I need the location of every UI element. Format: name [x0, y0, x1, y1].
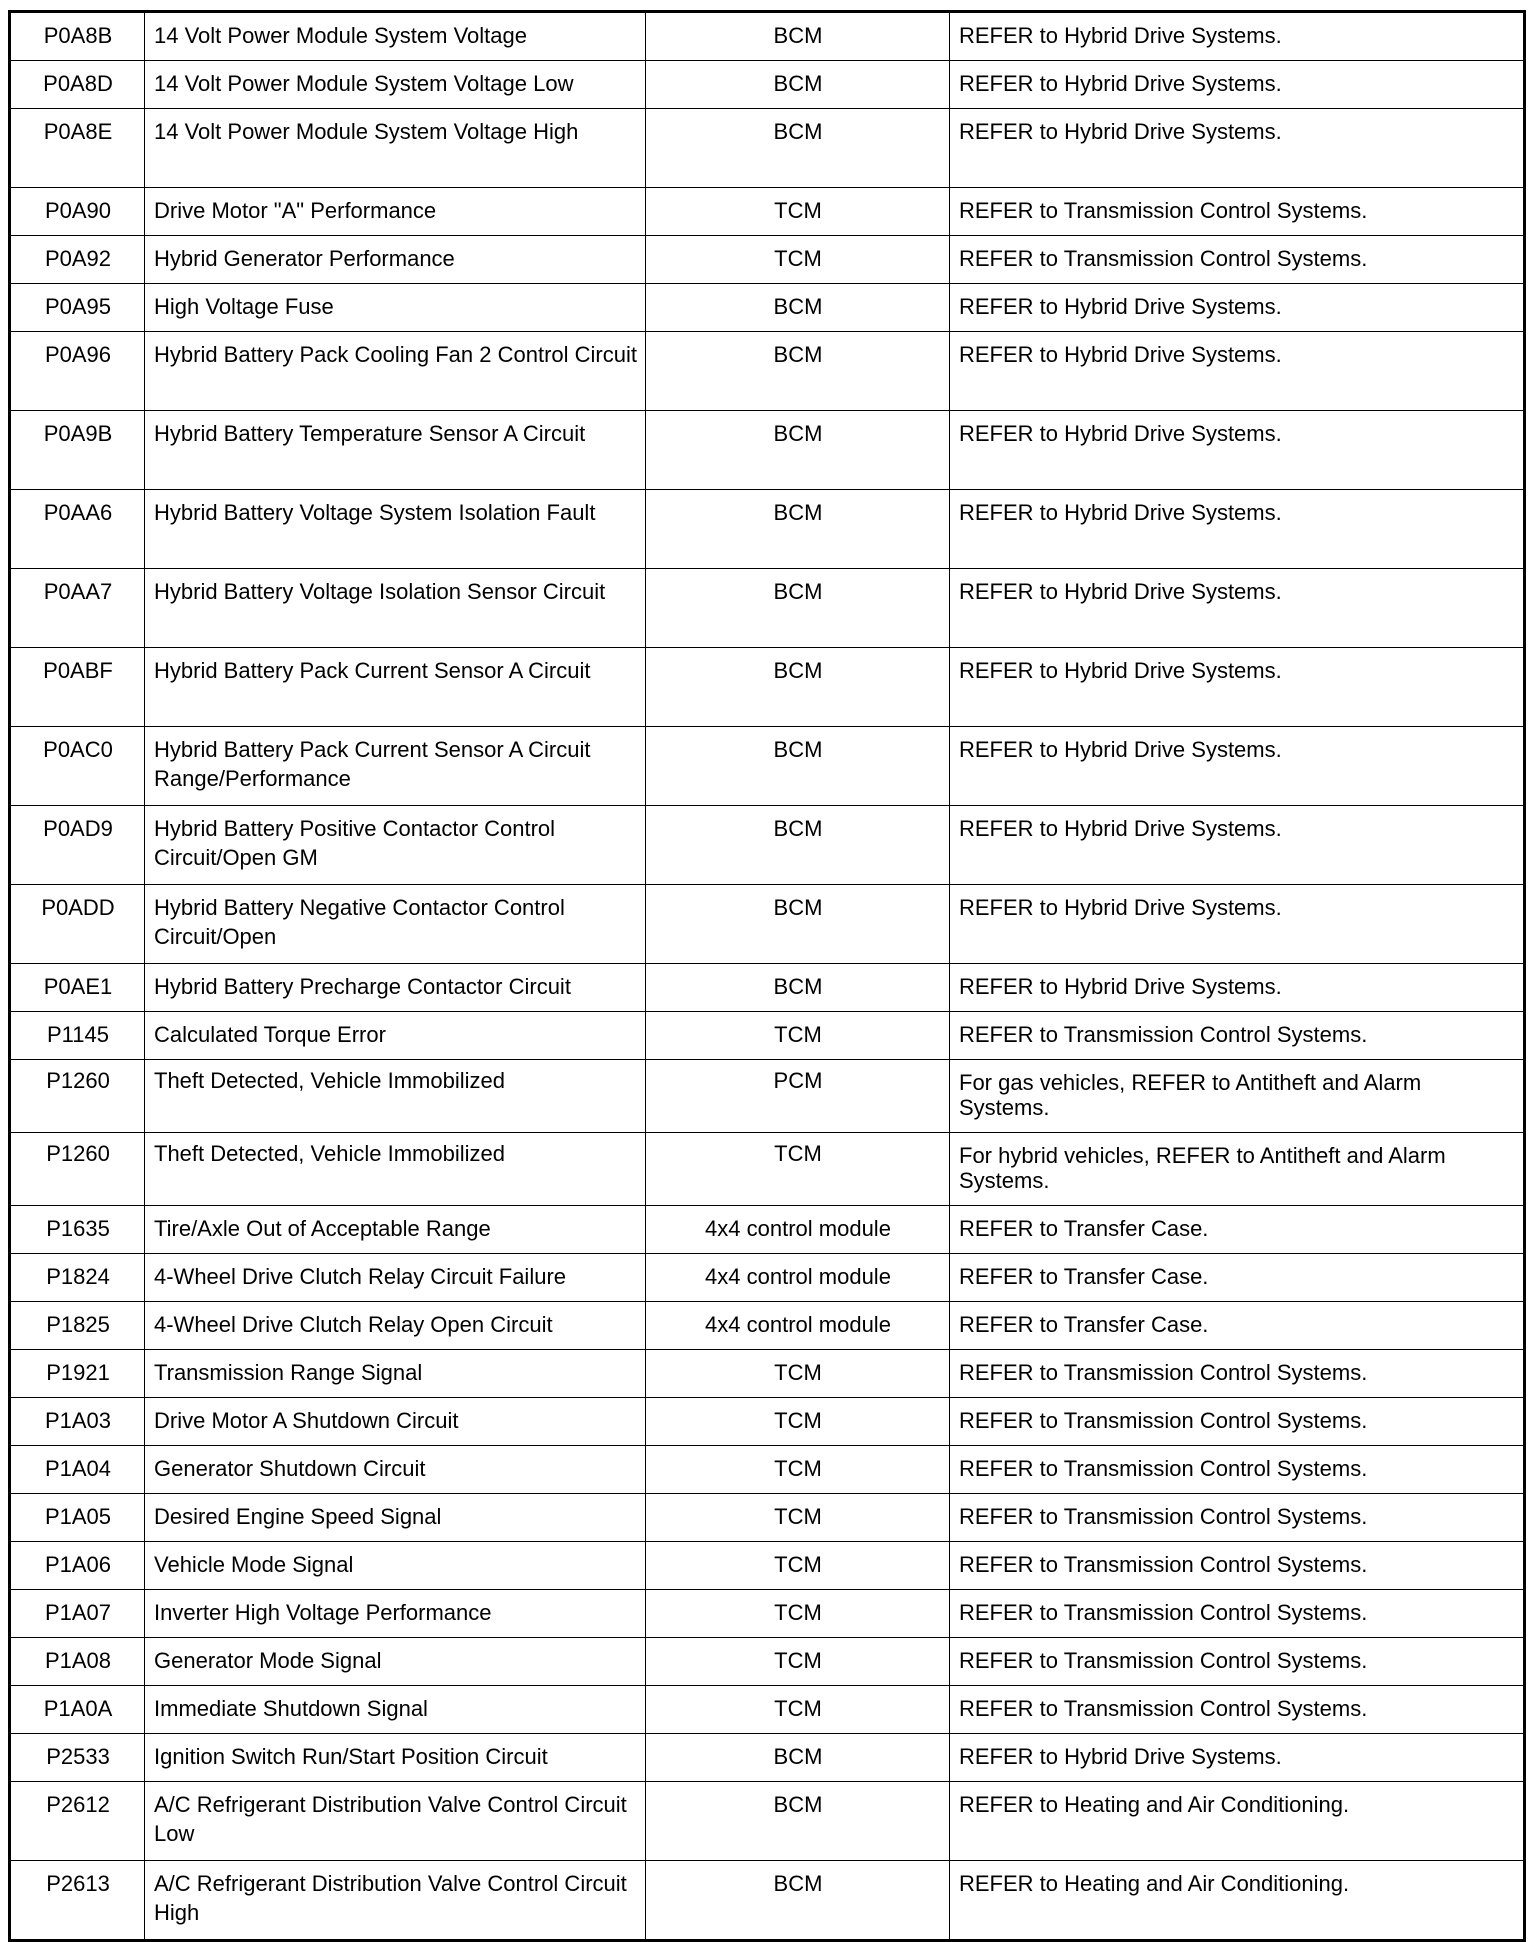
- table-row: [10, 284, 1525, 332]
- action-cell: REFER to Transmission Control Systems.: [950, 1494, 1525, 1542]
- description-cell: Generator Mode Signal: [145, 1638, 646, 1686]
- dtc-code-cell: P0A96: [10, 332, 145, 411]
- module-cell: TCM: [646, 1590, 950, 1638]
- module-cell: BCM: [646, 885, 950, 964]
- dtc-code-cell: P0A95: [10, 284, 145, 332]
- table-row: [10, 1133, 1525, 1206]
- description-cell: Tire/Axle Out of Acceptable Range: [145, 1206, 646, 1254]
- description-cell: Hybrid Battery Positive Contactor Control Circuit/Open GM: [145, 806, 646, 885]
- action-cell: REFER to Hybrid Drive Systems.: [950, 61, 1525, 109]
- action-cell: For hybrid vehicles, REFER to Antitheft and Alarm Systems.: [950, 1133, 1525, 1206]
- module-cell: BCM: [646, 1734, 950, 1782]
- module-cell: BCM: [646, 727, 950, 806]
- description-cell: Hybrid Battery Precharge Contactor Circuit: [145, 964, 646, 1012]
- table-row: [10, 569, 1525, 648]
- table-row: [10, 1542, 1525, 1590]
- table-row: [10, 1638, 1525, 1686]
- description-cell: Generator Shutdown Circuit: [145, 1446, 646, 1494]
- dtc-table: [8, 10, 1526, 1942]
- dtc-code-cell: P0ABF: [10, 648, 145, 727]
- module-cell: TCM: [646, 188, 950, 236]
- description-cell: Inverter High Voltage Performance: [145, 1590, 646, 1638]
- module-cell: TCM: [646, 1350, 950, 1398]
- description-cell: 14 Volt Power Module System Voltage High: [145, 109, 646, 188]
- action-cell: REFER to Transmission Control Systems.: [950, 188, 1525, 236]
- action-cell: REFER to Hybrid Drive Systems.: [950, 885, 1525, 964]
- table-row: [10, 1590, 1525, 1638]
- action-cell: REFER to Transfer Case.: [950, 1302, 1525, 1350]
- action-cell: REFER to Transmission Control Systems.: [950, 1638, 1525, 1686]
- module-cell: TCM: [646, 1638, 950, 1686]
- action-cell: REFER to Hybrid Drive Systems.: [950, 411, 1525, 490]
- description-cell: High Voltage Fuse: [145, 284, 646, 332]
- module-cell: BCM: [646, 12, 950, 61]
- action-cell: REFER to Hybrid Drive Systems.: [950, 490, 1525, 569]
- module-cell: TCM: [646, 1012, 950, 1060]
- description-cell: Hybrid Battery Pack Cooling Fan 2 Control Circuit: [145, 332, 646, 411]
- table-row: [10, 885, 1525, 964]
- description-cell: Calculated Torque Error: [145, 1012, 646, 1060]
- description-cell: Hybrid Battery Voltage System Isolation Fault: [145, 490, 646, 569]
- table-row: [10, 188, 1525, 236]
- dtc-code-cell: P1A0A: [10, 1686, 145, 1734]
- description-cell: Drive Motor "A" Performance: [145, 188, 646, 236]
- dtc-code-cell: P1825: [10, 1302, 145, 1350]
- table-row: [10, 1861, 1525, 1941]
- table-row: [10, 1060, 1525, 1133]
- description-cell: 14 Volt Power Module System Voltage Low: [145, 61, 646, 109]
- action-cell: REFER to Transfer Case.: [950, 1206, 1525, 1254]
- description-cell: 14 Volt Power Module System Voltage: [145, 12, 646, 61]
- action-cell: REFER to Hybrid Drive Systems.: [950, 569, 1525, 648]
- dtc-code-cell: P1260: [10, 1060, 145, 1133]
- description-cell: Theft Detected, Vehicle Immobilized: [145, 1060, 646, 1133]
- dtc-code-cell: P1A07: [10, 1590, 145, 1638]
- module-cell: 4x4 control module: [646, 1302, 950, 1350]
- module-cell: BCM: [646, 109, 950, 188]
- description-cell: Vehicle Mode Signal: [145, 1542, 646, 1590]
- action-cell: REFER to Hybrid Drive Systems.: [950, 332, 1525, 411]
- description-cell: Drive Motor A Shutdown Circuit: [145, 1398, 646, 1446]
- dtc-code-cell: P0A8B: [10, 12, 145, 61]
- description-cell: Hybrid Battery Pack Current Sensor A Circuit Range/Performance: [145, 727, 646, 806]
- module-cell: BCM: [646, 964, 950, 1012]
- action-cell: REFER to Transmission Control Systems.: [950, 1012, 1525, 1060]
- module-cell: BCM: [646, 1782, 950, 1861]
- description-cell: Hybrid Battery Pack Current Sensor A Circuit: [145, 648, 646, 727]
- table-row: [10, 411, 1525, 490]
- action-cell: REFER to Transmission Control Systems.: [950, 236, 1525, 284]
- action-cell: REFER to Hybrid Drive Systems.: [950, 12, 1525, 61]
- action-cell: REFER to Transmission Control Systems.: [950, 1542, 1525, 1590]
- action-cell: REFER to Transmission Control Systems.: [950, 1686, 1525, 1734]
- table-row: [10, 1302, 1525, 1350]
- dtc-code-cell: P2612: [10, 1782, 145, 1861]
- module-cell: 4x4 control module: [646, 1206, 950, 1254]
- action-cell: REFER to Transmission Control Systems.: [950, 1398, 1525, 1446]
- module-cell: BCM: [646, 332, 950, 411]
- dtc-code-cell: P1921: [10, 1350, 145, 1398]
- module-cell: BCM: [646, 806, 950, 885]
- action-cell: REFER to Transfer Case.: [950, 1254, 1525, 1302]
- table-row: [10, 1206, 1525, 1254]
- dtc-code-cell: P0A8E: [10, 109, 145, 188]
- description-cell: Hybrid Generator Performance: [145, 236, 646, 284]
- module-cell: BCM: [646, 648, 950, 727]
- dtc-code-cell: P0A92: [10, 236, 145, 284]
- table-row: [10, 236, 1525, 284]
- description-cell: Theft Detected, Vehicle Immobilized: [145, 1133, 646, 1206]
- action-cell: REFER to Heating and Air Conditioning.: [950, 1861, 1525, 1941]
- action-cell: REFER to Transmission Control Systems.: [950, 1590, 1525, 1638]
- dtc-code-cell: P1A03: [10, 1398, 145, 1446]
- dtc-code-cell: P0AD9: [10, 806, 145, 885]
- description-cell: A/C Refrigerant Distribution Valve Control Circuit High: [145, 1861, 646, 1941]
- action-cell: REFER to Hybrid Drive Systems.: [950, 109, 1525, 188]
- dtc-code-cell: P0A8D: [10, 61, 145, 109]
- description-cell: Immediate Shutdown Signal: [145, 1686, 646, 1734]
- module-cell: TCM: [646, 1686, 950, 1734]
- description-cell: Hybrid Battery Voltage Isolation Sensor Circuit: [145, 569, 646, 648]
- dtc-code-cell: P1145: [10, 1012, 145, 1060]
- description-cell: Hybrid Battery Negative Contactor Control Circuit/Open: [145, 885, 646, 964]
- module-cell: BCM: [646, 490, 950, 569]
- dtc-code-cell: P0AA6: [10, 490, 145, 569]
- dtc-code-cell: P0A9B: [10, 411, 145, 490]
- description-cell: Ignition Switch Run/Start Position Circuit: [145, 1734, 646, 1782]
- module-cell: TCM: [646, 236, 950, 284]
- table-row: [10, 109, 1525, 188]
- table-row: [10, 1446, 1525, 1494]
- dtc-code-cell: P1635: [10, 1206, 145, 1254]
- action-cell: REFER to Hybrid Drive Systems.: [950, 806, 1525, 885]
- description-cell: Hybrid Battery Temperature Sensor A Circuit: [145, 411, 646, 490]
- dtc-code-cell: P1A05: [10, 1494, 145, 1542]
- module-cell: TCM: [646, 1133, 950, 1206]
- module-cell: PCM: [646, 1060, 950, 1133]
- action-cell: REFER to Hybrid Drive Systems.: [950, 1734, 1525, 1782]
- table-row: [10, 964, 1525, 1012]
- action-cell: REFER to Hybrid Drive Systems.: [950, 284, 1525, 332]
- table-row: [10, 12, 1525, 61]
- table-row: [10, 1398, 1525, 1446]
- dtc-code-cell: P2533: [10, 1734, 145, 1782]
- table-row: [10, 1012, 1525, 1060]
- action-cell: REFER to Hybrid Drive Systems.: [950, 727, 1525, 806]
- module-cell: 4x4 control module: [646, 1254, 950, 1302]
- module-cell: TCM: [646, 1542, 950, 1590]
- table-row: [10, 490, 1525, 569]
- table-row: [10, 1686, 1525, 1734]
- description-cell: 4-Wheel Drive Clutch Relay Circuit Failure: [145, 1254, 646, 1302]
- module-cell: BCM: [646, 1861, 950, 1941]
- module-cell: BCM: [646, 411, 950, 490]
- dtc-code-cell: P1A04: [10, 1446, 145, 1494]
- dtc-code-cell: P1A08: [10, 1638, 145, 1686]
- table-row: [10, 806, 1525, 885]
- table-row: [10, 1782, 1525, 1861]
- module-cell: BCM: [646, 61, 950, 109]
- dtc-code-cell: P0AE1: [10, 964, 145, 1012]
- module-cell: BCM: [646, 569, 950, 648]
- table-row: [10, 1494, 1525, 1542]
- table-row: [10, 1350, 1525, 1398]
- dtc-code-cell: P0ADD: [10, 885, 145, 964]
- table-row: [10, 61, 1525, 109]
- action-cell: REFER to Hybrid Drive Systems.: [950, 964, 1525, 1012]
- dtc-code-cell: P0A90: [10, 188, 145, 236]
- dtc-code-cell: P0AA7: [10, 569, 145, 648]
- action-cell: REFER to Transmission Control Systems.: [950, 1446, 1525, 1494]
- table-row: [10, 332, 1525, 411]
- dtc-code-cell: P1824: [10, 1254, 145, 1302]
- dtc-code-cell: P1A06: [10, 1542, 145, 1590]
- action-cell: For gas vehicles, REFER to Antitheft and Alarm Systems.: [950, 1060, 1525, 1133]
- description-cell: 4-Wheel Drive Clutch Relay Open Circuit: [145, 1302, 646, 1350]
- module-cell: TCM: [646, 1446, 950, 1494]
- table-row: [10, 1254, 1525, 1302]
- dtc-code-cell: P0AC0: [10, 727, 145, 806]
- description-cell: Desired Engine Speed Signal: [145, 1494, 646, 1542]
- table-row: [10, 727, 1525, 806]
- action-cell: REFER to Heating and Air Conditioning.: [950, 1782, 1525, 1861]
- module-cell: TCM: [646, 1398, 950, 1446]
- table-row: [10, 1734, 1525, 1782]
- dtc-code-cell: P2613: [10, 1861, 145, 1941]
- description-cell: Transmission Range Signal: [145, 1350, 646, 1398]
- dtc-table-body: [10, 12, 1525, 1941]
- module-cell: BCM: [646, 284, 950, 332]
- action-cell: REFER to Hybrid Drive Systems.: [950, 648, 1525, 727]
- description-cell: A/C Refrigerant Distribution Valve Control Circuit Low: [145, 1782, 646, 1861]
- dtc-code-cell: P1260: [10, 1133, 145, 1206]
- action-cell: REFER to Transmission Control Systems.: [950, 1350, 1525, 1398]
- module-cell: TCM: [646, 1494, 950, 1542]
- table-row: [10, 648, 1525, 727]
